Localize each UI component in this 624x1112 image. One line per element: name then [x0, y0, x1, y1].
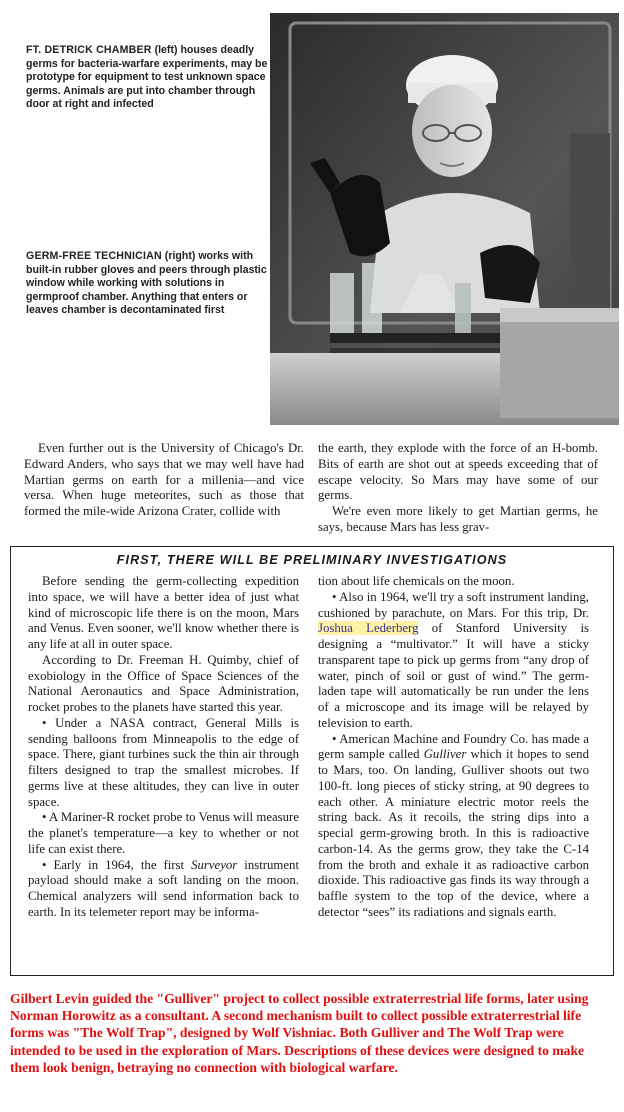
article-column-right	[318, 441, 598, 536]
sidebar-paragraph: tion about life chemicals on the moon.	[318, 574, 515, 588]
sidebar-paragraph	[28, 858, 299, 921]
sidebar-title: FIRST, THERE WILL BE PRELIMINARY INVESTIGATIONS	[116, 553, 508, 567]
text-run: instrument payload should make a soft landing on the moon. Chemical analyzers will send information back to earth. In its telemeter report may be informa-	[28, 857, 299, 919]
sidebar-box	[10, 546, 614, 976]
sidebar-paragraph: • Under a NASA contract, General Mills is sending balloons from Minneapolis to the edge of space. There, giant turbines suck the thin air through filters designed to trap the smallest microbes. If germs live at these altitudes, they can live in outer space.	[28, 715, 299, 809]
photo-caption-top	[26, 44, 272, 112]
photo-caption-bottom	[26, 250, 272, 318]
text-run: • Early in 1964, the first	[42, 857, 192, 872]
sidebar-paragraph: According to Dr. Freeman H. Quimby, chief of exobiology in the Office of Space Sciences of the National Aeronautics and Space Administration, rocket probes to the planets have started this year.	[28, 652, 299, 714]
text-run: which it hopes to send to Mars, too. On landing, Gulliver shoots out two 100-ft. long pieces of sticky string, at 90 degrees to each other. A miniature electric motor reels the string back. As it recoils, the string dips into a special germ-growing broth. In this is radioactive carbon-14. As the germs grow, they take the C-14 from the broth and exhale it as radioactive carbon dioxide. This radioactive gas finds its way through a baffle system to the top of the device, where a detector “sees” its radiations and signals earth.	[318, 747, 589, 919]
italic-run: Gulliver	[423, 747, 467, 762]
text-run: • American Machine and Foundry Co. has made a germ sample called	[318, 731, 589, 762]
caption-bottom-text: (right) works with built-in rubber gloves and peers through plastic window while working with solutions in germproof chamber. Anything that enters or leaves chamber is decontaminated first	[26, 250, 267, 317]
sidebar-paragraph: Before sending the germ-collecting expedition into space, we will have a better idea of just what kind of microscopic life there is on the moon, Mars and Venus. Even sooner, we'll know whether there is any life at all in outer space.	[28, 574, 299, 651]
article-paragraph: Even further out is the University of Chicago's Dr. Edward Anders, who says that we may well have had Martian germs on earth for a millenia—and vice versa. When huge meteorites, such as those that formed the mile-wide Arizona Crater, collide with	[24, 441, 304, 519]
italic-run: Surveyor	[191, 857, 238, 872]
technician-illustration	[270, 13, 619, 425]
annotation-note: Gilbert Levin guided the "Gulliver" project to collect possible extraterrestrial life forms, later using Norman Horowitz as a consultant. A second mechanism built to collect possible extraterrestrial life forms was "The Wolf Trap", designed by Wolf Vishniac. Both Gulliver and The Wolf Trap were intended to be used in the exploration of Mars. Descriptions of these devices were designed to make them look benign, betraying no connection with biological warfare.	[10, 991, 589, 1075]
caption-top-text: (left) houses deadly germs for bacteria-warfare experiments, may be prototype for equipment to test unknown space germs. Animals are put into chamber through door at right and infected	[26, 44, 268, 111]
germ-chamber-photo	[270, 13, 619, 425]
sidebar-paragraph	[318, 732, 589, 921]
sidebar-column-right	[318, 574, 589, 921]
article-column-left	[24, 441, 304, 520]
caption-bottom-head: GERM-FREE TECHNICIAN	[26, 250, 162, 262]
sidebar-column-left	[28, 574, 299, 921]
text-run: of Stanford University is designing a “multivator.” It will have a sticky transparent tape to pick up germs from “any drop of water, pinch of soil or gust of wind.” The germ-laden tape will automatically be run under the lens of a microscope and its image will be relayed by television to earth.	[318, 621, 589, 730]
article-paragraph: We're even more likely to get Martian germs, he says, because Mars has less grav-	[318, 504, 598, 534]
article-paragraph: the earth, they explode with the force of an H-bomb. Bits of earth are shot out at speeds exceeding that of escape velocity. So Mars may have some of our germs.	[318, 441, 598, 503]
caption-top-head: FT. DETRICK CHAMBER	[26, 44, 152, 56]
text-run: • Also in 1964, we'll try a soft instrument landing, cushioned by parachute, on Mars. For this trip, Dr.	[318, 589, 589, 620]
highlighted-name: Joshua Lederberg	[318, 621, 419, 636]
sidebar-paragraph: • A Mariner-R rocket probe to Venus will measure the planet's temperature—a key to whether or not life can exist there.	[28, 810, 299, 856]
sidebar-paragraph	[318, 590, 589, 732]
